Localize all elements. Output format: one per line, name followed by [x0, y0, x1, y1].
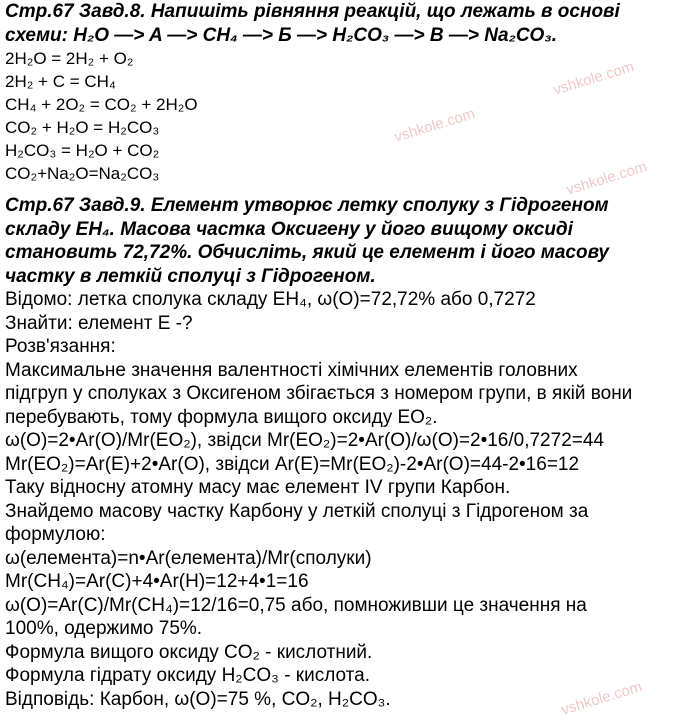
find-line: Знайти: елемент Е -? — [5, 312, 193, 334]
document — [5, 0, 681, 711]
solution-line: Знайдемо масову частку Карбону у леткій сполуці з Гідрогеном за — [5, 500, 589, 522]
solution-line: перебувають, тому формула вищого оксиду ЕО₂. — [5, 406, 438, 428]
solution-line: Формула вищого оксиду CO₂ - кислотний. — [5, 641, 373, 663]
solution-line: Формула гідрату оксиду H₂CO₃ - кислота. — [5, 665, 371, 686]
equation-line: CO₂+Na₂O=Na₂CO₃ — [5, 164, 160, 183]
solution-line: Таку відносну атомну масу має елемент IV групи Карбон. — [5, 477, 511, 498]
equation-line: 2H₂O = 2H₂ + O₂ — [5, 49, 134, 68]
equation-line: 2H₂ + C = CH₄ — [5, 72, 116, 91]
watermark: vshkole.com — [559, 678, 645, 719]
task-8-section — [5, 0, 681, 185]
solution-line: 100%, одержимо 75%. — [5, 618, 203, 639]
solution-line: формулою: — [5, 524, 106, 545]
equation-line: CO₂ + H₂O = H₂CO₃ — [5, 118, 160, 137]
answer-line: Відповідь: Карбон, ω(O)=75 %, CO₂, H₂CO₃. — [5, 688, 391, 710]
task-9-statement: частку в леткій сполуці з Гідрогеном. — [5, 265, 376, 287]
formula-line: ω(елемента)=n•Ar(елемента)/Mr(сполуки) — [5, 547, 372, 569]
formula-line: ω(O)=Ar(C)/Mr(CH₄)=12/16=0,75 або, помноживши це значення на — [5, 594, 587, 616]
watermark: vshkole.com — [392, 105, 478, 146]
task-9-section — [5, 194, 681, 711]
solution-line: Максимальне значення валентності хімічних елементів головних — [5, 359, 578, 381]
watermark: vshkole.com — [564, 158, 650, 199]
equation-line: CH₄ + 2O₂ = CO₂ + 2H₂O — [5, 95, 198, 114]
solution-heading: Розв'язання: — [5, 336, 116, 357]
watermark: vshkole.com — [551, 58, 637, 99]
task-8-scheme: схеми: H₂O —> A —> CH₄ —> Б —> H₂CO₃ —> B —> Na₂CO₃. — [5, 24, 557, 46]
task-9-statement: становить 72,72%. Обчисліть, який це елемент і його масову — [5, 242, 609, 263]
formula-line: Mr(EO₂)=Ar(E)+2•Ar(O), звідси Ar(E)=Mr(EO₂)-2•Ar(O)=44-2•16=12 — [5, 453, 580, 475]
task-9-statement: складу ЕН₄. Масова частка Оксигену у його вищому оксиді — [5, 218, 573, 240]
task-8-title: Стр.67 Завд.8. Напишіть рівняння реакцій, що лежать в основі — [5, 1, 620, 22]
formula-line: ω(O)=2•Ar(O)/Mr(EO₂), звідси Mr(EO₂)=2•Ar(O)/ω(O)=2•16/0,7272=44 — [5, 430, 604, 451]
task-9-title: Стр.67 Завд.9. Елемент утворює летку сполуку з Гідрогеном — [5, 195, 609, 216]
given-line: Відомо: летка сполука складу ЕН₄, ω(O)=72,72% або 0,7272 — [5, 289, 536, 310]
formula-line: Mr(CH₄)=Ar(C)+4•Ar(H)=12+4•1=16 — [5, 571, 309, 592]
solution-line: підгруп у сполуках з Оксигеном збігається з номером групи, в якій вони — [5, 383, 633, 404]
equation-line: H₂CO₃ = H₂O + CO₂ — [5, 141, 160, 160]
